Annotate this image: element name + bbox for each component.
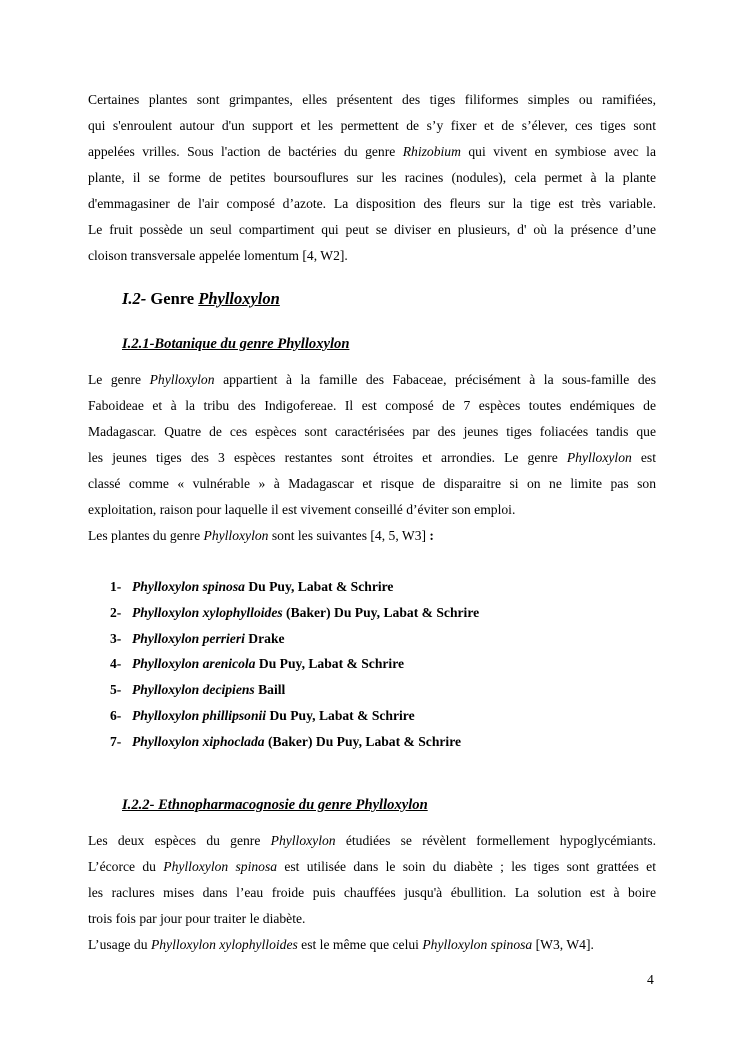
text-line: Le fruit possède un seul compartiment qui peut se diviser en plusieurs, d' où la présence d’une [88, 222, 656, 237]
list-item: 3- Phylloxylon perrieri Drake [110, 630, 285, 646]
text-line: appelées vrilles. Sous l'action de bactéries du genre Rhizobium qui vivent en symbiose avec la [88, 144, 656, 159]
text-line: Le genre Phylloxylon appartient à la famille des Fabaceae, précisément à la sous-famille des [88, 372, 656, 387]
text-line: d'emmagasiner de l'air composé d’azote. La disposition des fleurs sur la tige est très variable. [88, 196, 656, 211]
subsection-title-ethno: I.2.2- Ethnopharmacognosie du genre Phylloxylon [122, 797, 428, 813]
list-item: 6- Phylloxylon phillipsonii Du Puy, Labat & Schrire [110, 707, 415, 723]
text-line: L’usage du Phylloxylon xylophylloides est le même que celui Phylloxylon spinosa [W3, W4]. [88, 937, 594, 952]
text-line: cloison transversale appelée lomentum [4, W2]. [88, 248, 348, 263]
text-line: les jeunes tiges des 3 espèces restantes sont étroites et arrondies. Le genre Phylloxylon est [88, 450, 656, 465]
text-line: les raclures mises dans l’eau froide puis chauffées jusqu'à ébullition. La solution est à boire [88, 885, 656, 900]
text-line: plante, il se forme de petites boursouflures sur les racines (nodules), cela permet à la plante [88, 170, 656, 185]
list-item: 5- Phylloxylon decipiens Baill [110, 682, 286, 698]
text-line: trois fois par jour pour traiter le diabète. [88, 911, 306, 926]
list-intro: Les plantes du genre Phylloxylon sont les suivantes [4, 5, W3] : [88, 528, 434, 543]
text-line: Madagascar. Quatre de ces espèces sont caractérisées par des jeunes tiges foliacées tandis que [88, 424, 656, 439]
botanique-paragraph [88, 367, 656, 549]
text-line: L’écorce du Phylloxylon spinosa est utilisée dans le soin du diabète ; les tiges sont grattées et [88, 859, 656, 874]
section-heading: I.2- Genre Phylloxylon [122, 289, 280, 308]
text-line: Les deux espèces du genre Phylloxylon étudiées se révèlent formellement hypoglycémiants. [88, 833, 656, 848]
text-line: qui s'enroulent autour d'un support et les permettent de s’y fixer et de s’élever, ces tiges sont [88, 118, 656, 133]
page-number: 4 [647, 972, 654, 987]
text-line: Certaines plantes sont grimpantes, elles présentent des tiges filiformes simples ou ramifiées, [88, 92, 656, 107]
list-item: 2- Phylloxylon xylophylloides (Baker) Du Puy, Labat & Schrire [110, 604, 480, 620]
subsection-title-botanique: I.2.1-Botanique du genre Phylloxylon [122, 336, 350, 352]
list-item: 7- Phylloxylon xiphoclada (Baker) Du Puy, Labat & Schrire [110, 733, 462, 749]
text-line: exploitation, raison pour laquelle il est vivement conseillé d’éviter son emploi. [88, 502, 516, 517]
species-list [110, 574, 479, 755]
list-item: 1- Phylloxylon spinosa Du Puy, Labat & Schrire [110, 579, 394, 594]
text-line: classé comme « vulnérable » à Madagascar et risque de disparaitre si on ne limite pas son [88, 476, 656, 491]
list-item: 4- Phylloxylon arenicola Du Puy, Labat & Schrire [110, 656, 405, 672]
intro-paragraph [88, 87, 656, 269]
ethno-paragraph [88, 828, 656, 958]
text-line: Faboideae et à la tribu des Indigofereae. Il est composé de 7 espèces toutes endémiques de [88, 398, 656, 413]
